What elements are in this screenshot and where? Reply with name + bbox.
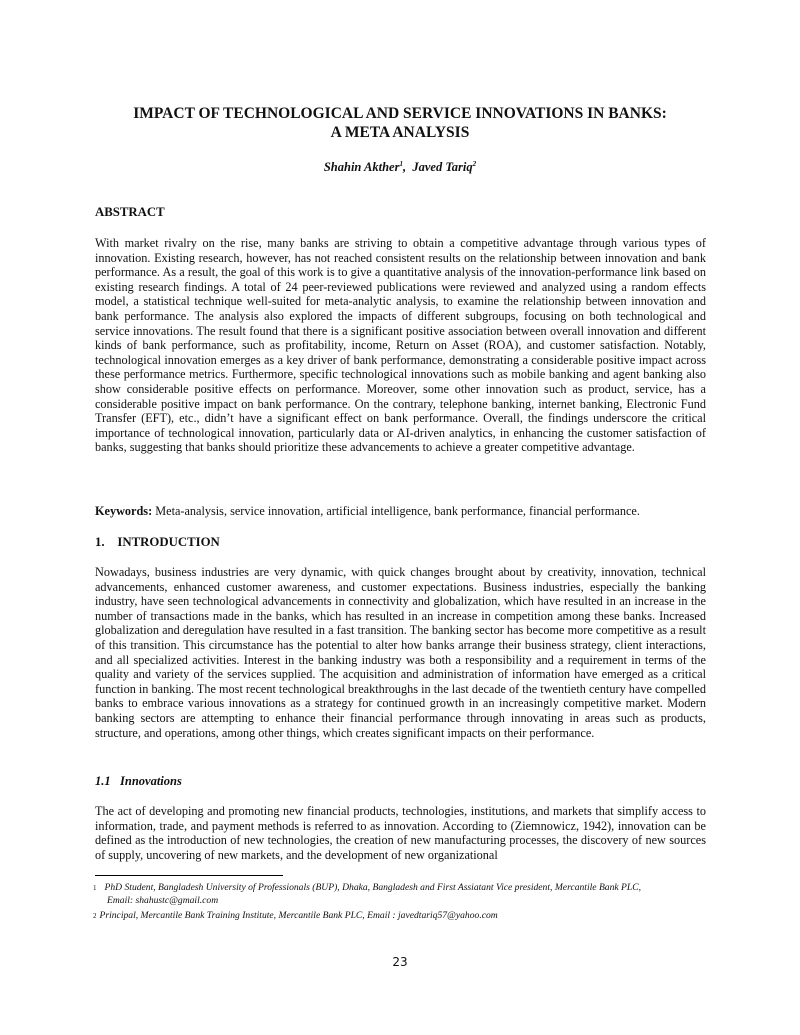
footnote-2-mark: 2 (93, 912, 97, 920)
author-1-footnote-mark: 1 (399, 160, 403, 168)
keywords-label: Keywords: (95, 504, 153, 518)
footnote-2-text: Principal, Mercantile Bank Training Institute, Mercantile Bank PLC, Email : javedtariq57@yahoo.com (99, 910, 498, 921)
keywords-text: Meta-analysis, service innovation, artificial intelligence, bank performance, financial performance. (152, 504, 640, 518)
author-1: Shahin Akther (323, 160, 400, 175)
footnote-divider (95, 875, 283, 876)
abstract-text: With market rivalry on the rise, many banks are striving to obtain a competitive advantage through various types of innovation. Existing research, however, has not reached consistent results on the relationship between innovation and bank performance. As a result, the goal of this work is to give a quantitative analysis of the innovation-performance link based on existing research findings. A total of 24 peer-reviewed publications were reviewed and analyzed using a random effects model, a statistical technique well-suited for meta-analytic analysis, to examine the relationship between innovation and bank performance. The analysis also explored the impacts of different subgroups, focusing on both technological and service innovations. The result found that there is a significant positive association between overall innovation and different kinds of bank performance, such as profitability, income, Return on Asset (ROA), and customer satisfaction. Notably, technological innovation emerges as a key driver of bank performance, demonstrating a considerable positive impact across these performance metrics. Furthermore, specific technological innovations such as mobile banking and agent banking also show considerable positive effects on performance. Moreover, some other innovation such as product, service, has a considerable positive impact on bank performance. On the contrary, telephone banking, internet banking, Electronic Fund Transfer (EFT), etc., didn’t have a significant effect on bank performance. Overall, the findings underscore the critical importance of technological innovation, particularly data or AI-driven analytics, in enhancing the customer satisfaction of banks, suggesting that banks should prioritize these advancements to achieve a greater competitive advantage. (95, 236, 706, 455)
footnote-1-mark: 1 (93, 884, 97, 892)
keywords-line (95, 504, 706, 519)
page-number: 23 (392, 955, 408, 969)
footnote-1-line-1: PhD Student, Bangladesh University of Professionals (BUP), Dhaka, Bangladesh and First Assiatant Vice president, Mercantile Bank PLC, (104, 882, 642, 893)
footnote-2 (93, 910, 498, 923)
author-list (95, 160, 705, 175)
author-separator: , (402, 160, 413, 175)
author-2-footnote-mark: 2 (472, 160, 477, 168)
footnote-1 (93, 882, 641, 907)
introduction-heading: 1. INTRODUCTION (95, 535, 220, 549)
abstract-heading: ABSTRACT (95, 205, 165, 219)
innovations-heading: 1.1 Innovations (95, 774, 182, 788)
footnote-1-line-2: Email: shahustc@gmail.com (107, 894, 219, 906)
paper-title (95, 104, 705, 142)
author-2: Javed Tariq (412, 160, 473, 175)
introduction-text: Nowadays, business industries are very dynamic, with quick changes brought about by creativity, innovation, technical advancements, enhanced customer awareness, and customer expectations. Business industries, especially the banking industry, have seen technological advancements in connectivity and globalization, which have resulted in an increase in the number of transactions made in the banks, which has resulted in an increase in competition among these banks. Increased globalization and deregulation have resulted in a fast transition. The banking sector has become more competitive as a result of this transition. This circumstance has the potential to alter how banks arrange their business strategy, client interactions, and all specialized activities. Interest in the banking industry was both a responsibility and a requirement in terms of the quality and variety of the services supplied. The acquisition and administration of information have emerged as a critical function in banking. The most recent technological breakthroughs in the last decade of the twentieth century have compelled banks to embrace various innovations as a strategy for continued growth in an increasingly competitive market. Modern banking sectors are attempting to enhance their financial performance through innovating in areas such as products, structure, and operations, among other things, which creates significant impacts on their performance. (95, 565, 706, 740)
title-line-1: IMPACT OF TECHNOLOGICAL AND SERVICE INNOVATIONS IN BANKS: (133, 105, 667, 122)
title-line-2: A META ANALYSIS (330, 124, 470, 141)
innovations-text: The act of developing and promoting new financial products, technologies, institutions, and markets that simplify access to information, trade, and payment methods is referred to as innovation. According to (Ziemnowicz, 1942), innovation can be defined as the introduction of new technologies, the creation of new manufacturing processes, the discovery of new sources of supply, uncovering of new markets, and the development of new organizational (95, 804, 706, 862)
